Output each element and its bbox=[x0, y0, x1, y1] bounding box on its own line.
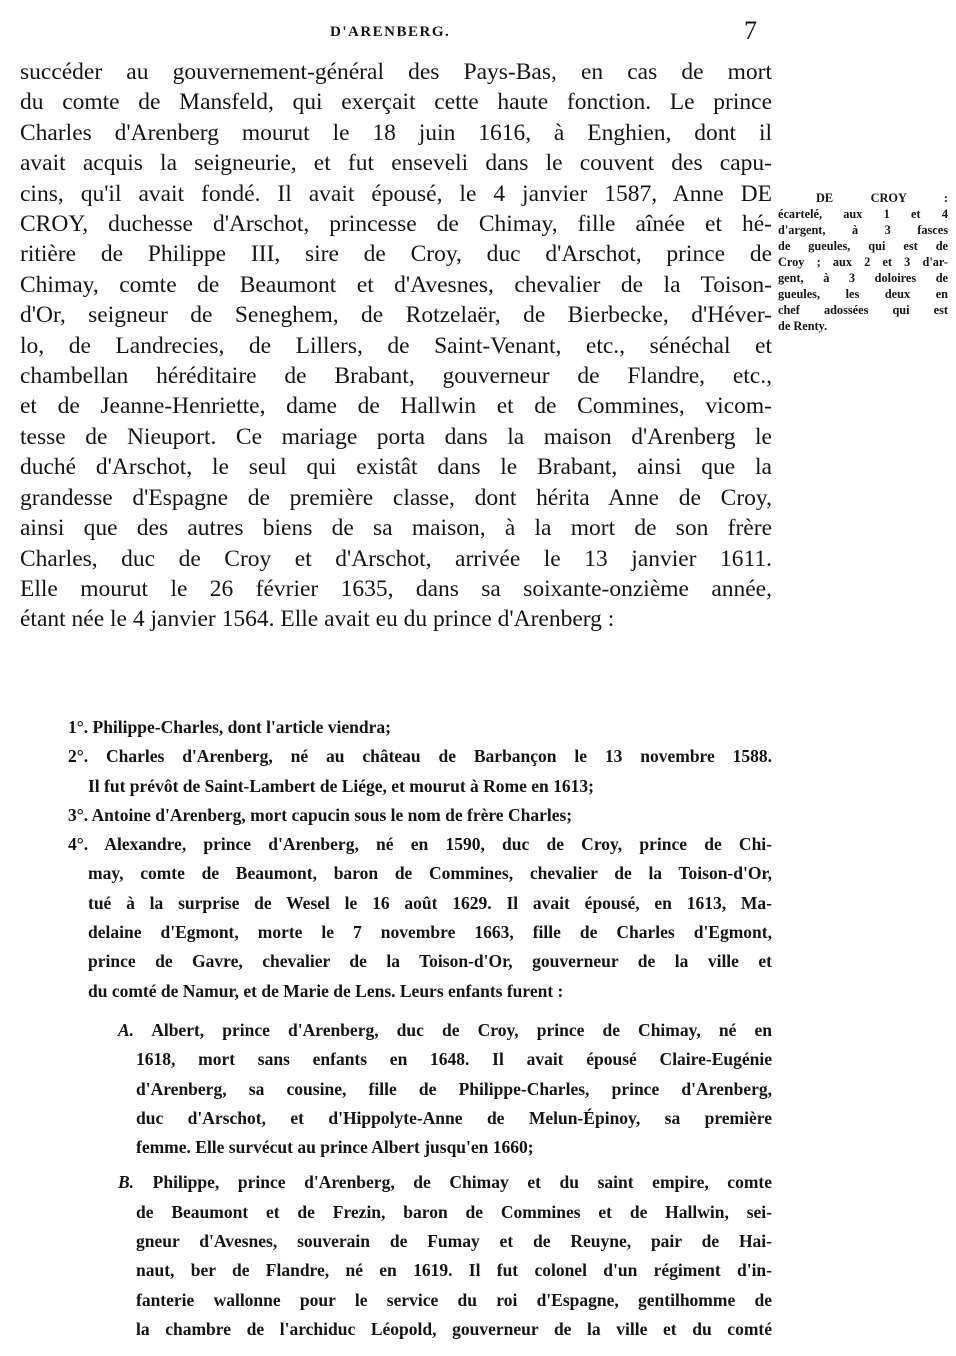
list-item-line: naut, ber de Flandre, né en 1619. Il fut colonel d'un régiment d'in- bbox=[136, 1260, 772, 1281]
text-line: chambellan héréditaire de Brabant, gouverneur de Flandre, etc., bbox=[20, 363, 772, 390]
list-item-line: prince de Gavre, chevalier de la Toison-d'Or, gouverneur de la ville et bbox=[88, 951, 772, 972]
text-line: lo, de Landrecies, de Lillers, de Saint-Venant, etc., sénéchal et bbox=[20, 332, 772, 359]
sub-list-item bbox=[20, 1016, 772, 1162]
list-item-line: 2°. Charles d'Arenberg, né au château de Barbançon le 13 novembre 1588. bbox=[68, 746, 773, 767]
list-item-line: tué à la surprise de Wesel le 16 août 1629. Il avait épousé, en 1613, Ma- bbox=[88, 892, 772, 913]
margin-note-line: DE CROY : bbox=[816, 191, 948, 205]
text-line: ritière de Philippe III, sire de Croy, duc d'Arschot, prince de bbox=[20, 241, 772, 268]
text-line: Charles, duc de Croy et d'Arschot, arrivée le 13 janvier 1611. bbox=[20, 545, 772, 572]
text-line: Charles d'Arenberg mourut le 18 juin 1616, à Enghien, dont il bbox=[20, 119, 772, 146]
list-item-line: femme. Elle survécut au prince Albert jusqu'en 1660; bbox=[136, 1137, 534, 1158]
sub-list-item bbox=[20, 1168, 772, 1344]
text-line: d'Or, seigneur de Seneghem, de Rotzelaër, de Bierbecke, d'Héver- bbox=[20, 302, 772, 329]
page-number: 7 bbox=[744, 16, 757, 45]
list-item-line: delaine d'Egmont, morte le 7 novembre 1663, fille de Charles d'Egmont, bbox=[88, 922, 772, 943]
list-item-line: d'Arenberg, sa cousine, fille de Philippe-Charles, prince d'Arenberg, bbox=[136, 1078, 772, 1099]
list-item-line: Il fut prévôt de Saint-Lambert de Liége, et mourut à Rome en 1613; bbox=[88, 775, 594, 796]
list-item-line: gneur d'Avesnes, souverain de Fumay et de Reuyne, pair de Hai- bbox=[136, 1231, 772, 1252]
list-item-line: may, comte de Beaumont, baron de Commines, chevalier de la Toison-d'Or, bbox=[88, 863, 772, 884]
list-item bbox=[20, 830, 772, 1006]
text-line: avait acquis la seigneurie, et fut enseveli dans le couvent des capu- bbox=[20, 150, 772, 177]
margin-note-line: gueules, les deux en bbox=[778, 287, 948, 301]
list-item bbox=[20, 742, 772, 801]
margin-note-line: de Renty. bbox=[778, 319, 828, 333]
text-line: et de Jeanne-Henriette, dame de Hallwin et de Commines, vicom- bbox=[20, 393, 772, 420]
list-item-line: 1618, mort sans enfants en 1648. Il avait épousé Claire-Eugénie bbox=[136, 1049, 772, 1070]
margin-note-croy-arms bbox=[778, 190, 948, 334]
children-list bbox=[20, 713, 772, 1344]
text-line: étant née le 4 janvier 1564. Elle avait eu du prince d'Arenberg : bbox=[20, 606, 615, 633]
list-item-line: la chambre de l'archiduc Léopold, gouverneur de la ville et du comté bbox=[136, 1318, 772, 1339]
list-item-line: B. Philippe, prince d'Arenberg, de Chimay et du saint empire, comte bbox=[118, 1172, 772, 1193]
margin-note-line: d'argent, à 3 fasces bbox=[778, 223, 948, 237]
list-marker: 3°. bbox=[68, 804, 89, 825]
list-item-line: A. Albert, prince d'Arenberg, duc de Croy, prince de Chimay, né en bbox=[118, 1019, 772, 1040]
running-head: D'ARENBERG. bbox=[330, 24, 451, 40]
margin-note-line: gent, à 3 doloires de bbox=[778, 271, 948, 285]
text-line: du comte de Mansfeld, qui exerçait cette haute fonction. Le prince bbox=[20, 89, 772, 116]
margin-note-line: Croy ; aux 2 et 3 d'ar- bbox=[778, 255, 948, 269]
list-item-line: 1°. Philippe-Charles, dont l'article viendra; bbox=[68, 717, 391, 737]
text-line: tesse de Nieuport. Ce mariage porta dans la maison d'Arenberg le bbox=[20, 423, 772, 450]
margin-note-line: chef adossées qui est bbox=[778, 303, 948, 317]
margin-note-line: écartelé, aux 1 et 4 bbox=[778, 207, 948, 221]
margin-note-line: de gueules, qui est de bbox=[778, 239, 948, 253]
list-marker: 2°. bbox=[68, 746, 89, 767]
list-item-line: de Beaumont et de Frezin, baron de Commines et de Hallwin, sei- bbox=[136, 1201, 772, 1222]
text-line: Elle mourut le 26 février 1635, dans sa soixante-onzième année, bbox=[20, 575, 772, 602]
list-item bbox=[20, 801, 772, 830]
list-item-line: du comté de Namur, et de Marie de Lens. Leurs enfants furent : bbox=[88, 980, 564, 1001]
list-item-line: duc d'Arschot, et d'Hippolyte-Anne de Melun-Épinoy, sa première bbox=[136, 1107, 772, 1128]
list-marker: 4°. bbox=[68, 834, 89, 855]
list-item-line: fanterie wallonne pour le service du roi d'Espagne, gentilhomme de bbox=[136, 1289, 772, 1310]
text-line: duché d'Arschot, le seul qui existât dans le Brabant, ainsi que la bbox=[20, 454, 772, 481]
list-item bbox=[20, 713, 772, 742]
list-item-line: 3°. Antoine d'Arenberg, mort capucin sous le nom de frère Charles; bbox=[68, 804, 573, 825]
text-line: Chimay, comte de Beaumont et d'Avesnes, chevalier de la Toison- bbox=[20, 271, 772, 298]
text-line: succéder au gouvernement-général des Pays-Bas, en cas de mort bbox=[20, 59, 772, 85]
list-marker: A. bbox=[118, 1019, 135, 1040]
page-header bbox=[0, 14, 956, 54]
list-marker: B. bbox=[118, 1172, 135, 1193]
list-item-line: 4°. Alexandre, prince d'Arenberg, né en 1590, duc de Croy, prince de Chi- bbox=[68, 834, 772, 855]
text-line: cins, qu'il avait fondé. Il avait épousé, le 4 janvier 1587, Anne DE bbox=[20, 180, 772, 207]
text-line: ainsi que des autres biens de sa maison, à la mort de son frère bbox=[20, 515, 772, 542]
main-paragraph bbox=[20, 57, 772, 635]
text-line: grandesse d'Espagne de première classe, dont hérita Anne de Croy, bbox=[20, 484, 772, 511]
text-line: CROY, duchesse d'Arschot, princesse de Chimay, fille aînée et hé- bbox=[20, 211, 772, 238]
list-marker: 1°. bbox=[68, 717, 89, 737]
